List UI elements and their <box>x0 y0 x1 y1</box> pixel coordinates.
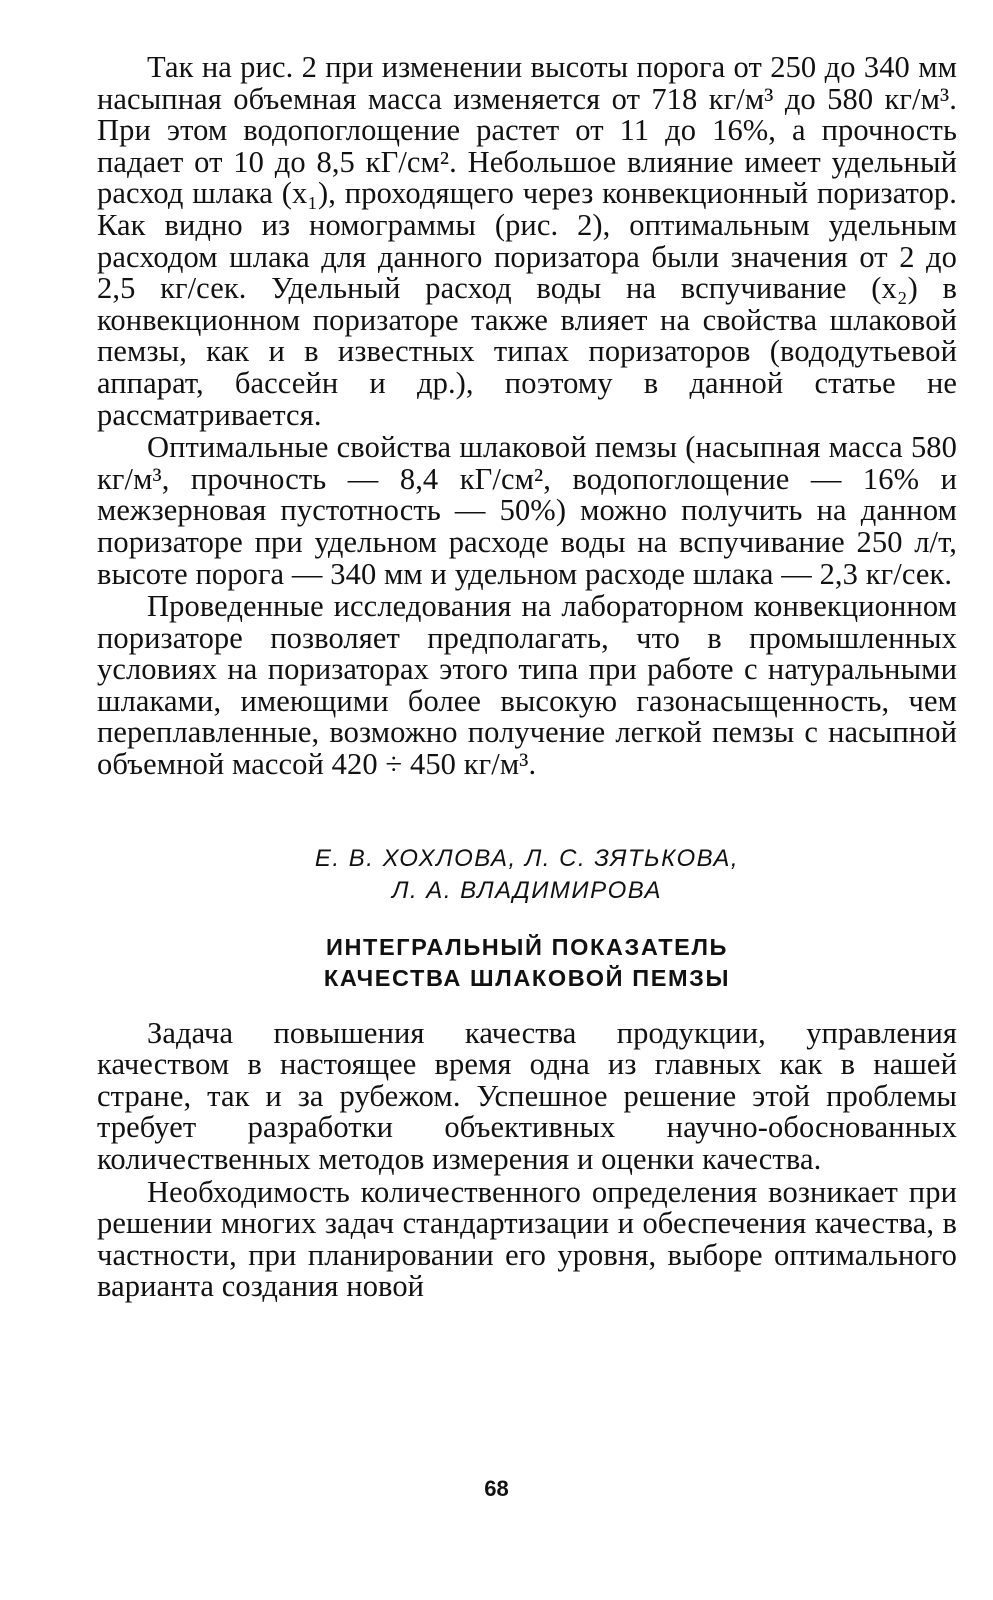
authors-line-1: Е. В. ХОХЛОВА, Л. С. ЗЯТЬКОВА, <box>314 844 740 872</box>
authors-line-2: Л. А. ВЛАДИМИРОВА <box>392 876 662 904</box>
article-paragraph-2: Необходимость количественного определения возникает при решении многих задач стандартизации и обеспечения качества, в частности, при планировании его уровня, выборе оптимального варианта создания новой <box>97 1174 957 1304</box>
article-authors <box>97 843 957 907</box>
article-paragraph-1: Задача повышения качества продукции, управления качеством в настоящее время одна из главных как в нашей стране, так и за рубежом. Успешное решение этой проблемы требует разработки объективных научно-обоснованных количественных методов измерения и оценки качества. <box>97 1015 957 1177</box>
body-paragraph-2: Оптимальные свойства шлаковой пемзы (насыпная масса 580 кг/м³, прочность — 8,4 кГ/см², водопоглощение — 16% и межзерновая пустотность — 50%) можно получить на данном поризаторе при удельном расходе воды на вспучивание 250 л/т, высоте порога — 340 мм и удельном расходе шлака — 2,3 кг/сек. <box>97 430 957 591</box>
page-content <box>97 52 957 1303</box>
article-title <box>97 932 957 994</box>
body-paragraph-1: Так на рис. 2 при изменении высоты порога от 250 до 340 мм насыпная объемная масса изменяется от 718 кг/м³ до 580 кг/м³. При этом водопоглощение растет от 11 до 16%, а прочность падает от 10 до 8,5 кГ/см². Небольшое влияние имеет удельный расход шлака (x₁), проходящего через конвекционный поризатор. Как видно из номограммы (рис. 2), оптимальным удельным расходом шлака для данного поризатора были значения от 2 до 2,5 кг/сек. Удельный расход воды на вспучивание (x₂) в конвекционном поризаторе также влияет на свойства шлаковой пемзы, как и в известных типах поризаторов (вододутьевой аппарат, бассейн и др.), поэтому в данной статье не рассматривается. <box>97 50 957 432</box>
body-paragraph-3: Проведенные исследования на лабораторном конвекционном поризаторе позволяет предполагать, что в промышленных условиях на поризаторах этого типа при работе с натуральными шлаками, имеющими более высокую газонасыщенность, чем переплавленные, возможно получение легкой пемзы с насыпной объемной массой 420 ÷ 450 кг/м³. <box>97 589 957 782</box>
title-line-1: ИНТЕГРАЛЬНЫЙ ПОКАЗАТЕЛЬ <box>325 933 729 960</box>
page-number: 68 <box>484 1476 509 1501</box>
title-line-2: КАЧЕСТВА ШЛАКОВОЙ ПЕМЗЫ <box>323 964 731 991</box>
